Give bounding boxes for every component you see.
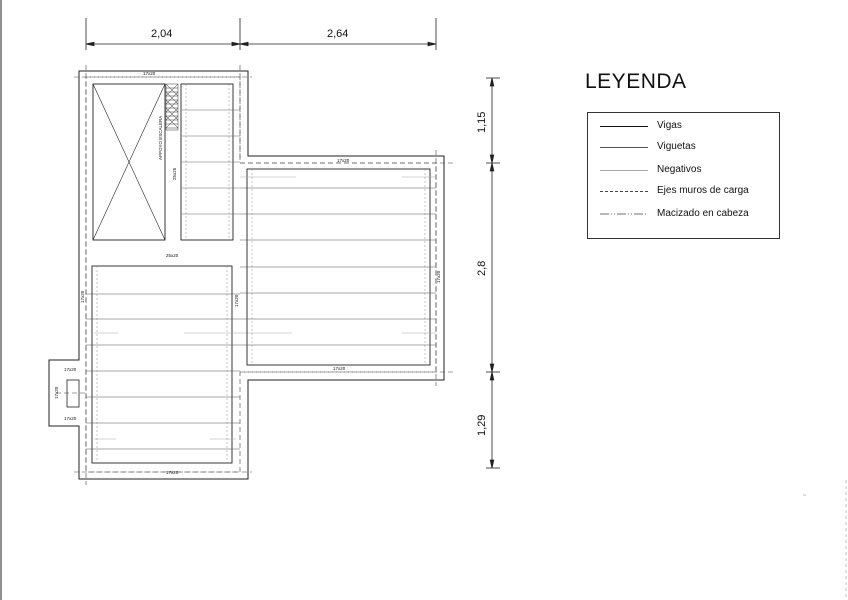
left-lower-dashed-edges [97,266,227,463]
beam-label-small-bottom: 17x20 [64,416,77,421]
legend-item-ejes [588,185,779,199]
legend-label-negativos: Negativos [657,164,702,175]
legend-title: LEYENDA [585,70,687,93]
dim-right-top: 1,15 [476,111,488,133]
legend-item-macizado [588,208,779,222]
legend-sample-vigas [600,126,648,127]
beam-label-center: 25x20 [166,253,179,258]
legend-label-viguetas: Viguetas [657,141,696,152]
sheet-edge-marks [803,480,846,600]
left-appendix [67,380,79,407]
beam-label-top: 17x20 [143,71,156,76]
legend-label-ejes: Ejes muros de carga [657,185,749,196]
legend-item-viguetas [588,141,779,155]
beam-label-left: 17x20 [80,290,85,303]
beam-label-mid: 17x20 [234,294,239,307]
beam-label-bottom: 17x20 [166,470,179,475]
legend-sample-viguetas [600,147,648,148]
legend-box [587,112,780,239]
legend-sample-ejes [600,191,648,192]
beam-label-small-side: 17x20 [54,386,59,399]
stair-support-hatch [166,84,178,130]
dim-top-right: 2,64 [327,28,349,40]
legend-label-vigas: Vigas [657,120,682,131]
beam-label-right-top: 17x20 [337,158,350,163]
legend-item-vigas [588,120,779,134]
beam-label-small-top: 17x20 [64,367,77,372]
top-dimension [86,18,436,50]
slab-outline [49,71,444,479]
legend-label-macizado: Macizado en cabeza [657,208,749,219]
left-lower-panel [92,266,232,463]
right-panel-negatives [240,177,436,333]
dim-right-bottom: 1,29 [476,414,488,436]
right-panel-joists [240,188,436,345]
right-dimension [486,78,500,468]
dim-top-left: 2,04 [151,28,173,40]
beam-label-right-side: 17x20 [436,270,441,283]
stair-note: APPOYO ESCALERA [158,115,163,160]
beam-label-stair: 25x25 [172,167,177,180]
legend-sample-macizado [600,213,648,215]
legend-item-negativos [588,164,779,178]
dim-right-middle: 2,8 [476,260,488,276]
upper-small-joists [182,84,240,240]
stair-opening [93,84,165,240]
left-lower-joists [86,294,240,449]
beam-label-right-bottom: 17x20 [333,366,346,371]
load-wall-axes [56,65,456,485]
legend-sample-negativos [600,170,648,171]
